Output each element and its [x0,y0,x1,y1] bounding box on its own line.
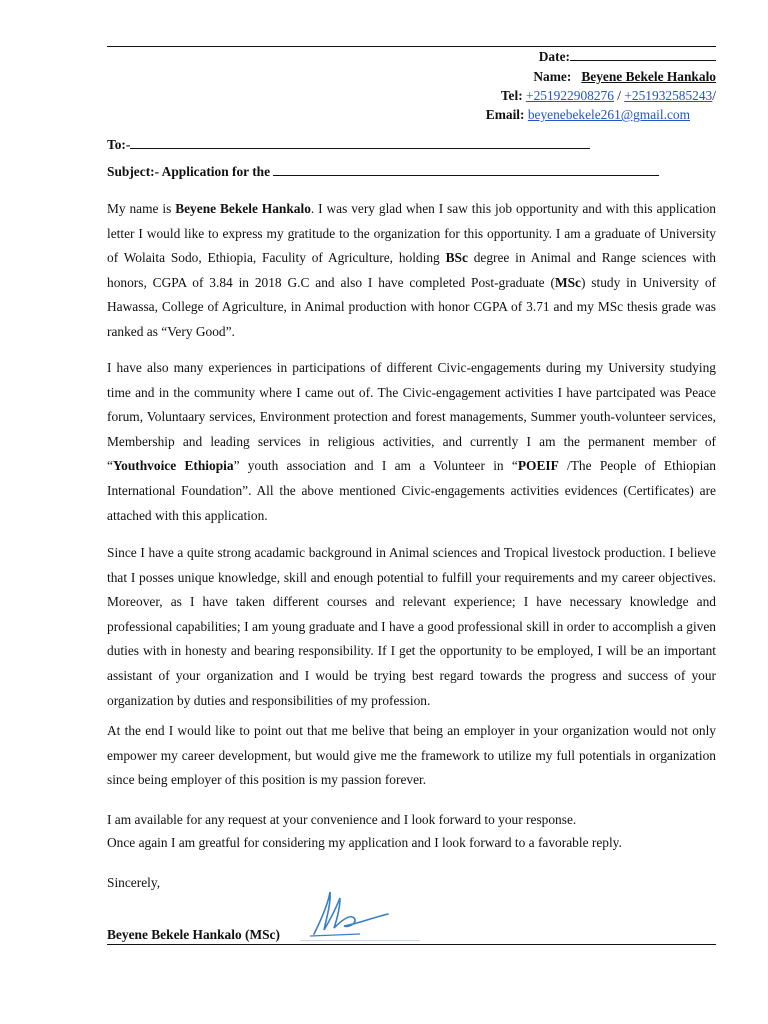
tel-separator: / [613,88,625,103]
p2-text-c: ” youth association and I am a Volunteer in “ [233,458,518,474]
paragraph-intro [107,197,716,345]
p1-text-g: ) study in University of Hawassa, College of Agriculture, in Animal production with honor CGPA of 3.71 and my MSc thesis grade was ranked as “Very Good”. [107,274,716,339]
p1-text-c: . I was very glad when I saw this job opportunity and with this application letter I would like to express my gratitude to the organization for this opportunity. I am a graduate of University of Wolaita Sodo, Ethiopia, Faculity of Agriculture, holding [107,201,717,266]
to-field-line [130,136,590,149]
tel-link-2[interactable]: +251932585243 [624,88,713,103]
subject-line [107,162,659,181]
subject-field-line [273,163,659,176]
email-label: Email: [485,107,525,122]
p1-text-a: My name is [107,201,176,216]
p2-youthvoice-bold: Youthvoice Ethiopia [112,458,234,474]
signature-name: Beyene Bekele Hankalo (MSc) [107,927,280,942]
availability-line: I am available for any request at your convenience and I look forward to your response. [107,812,577,827]
date-label: Date: [538,49,570,64]
p2-text-a: I have also many experiences in participations of different Civic-engagements during my University studying time and in the community where I came out of. The Civic-engagement activities I have partcipated was Peace forum, Voluntaary services, Environment protection and forest managements, Summer youth-volunteer services, Membership and leading services in religious activities, and currently I am the permanent member of “ [107,360,716,474]
email-link[interactable]: beyenebekele261@gmail.com [527,107,690,122]
p1-text-e: degree in Animal and Range sciences with honors, CGPA of 3.84 in 2018 G.C and also I have completed Post-graduate ( [107,250,717,290]
email-line [486,105,690,124]
bottom-rule [107,944,716,945]
paragraph-experience [107,356,716,528]
signature-image [300,884,420,941]
p2-text-e: /The People of Ethiopian International Foundation”. All the above mentioned Civic-engagements activities evidences (Certificates) are attached with this application. [107,458,716,523]
closing-salutation: Sincerely, [107,875,161,890]
tel-line [501,86,716,105]
tel-end: / [712,88,716,103]
subject-label: Subject:- Application for the [107,164,271,179]
name-value: Beyene Bekele Hankalo [581,69,716,84]
date-field-line [570,48,716,61]
p1-name-bold: Beyene Bekele Hankalo [175,201,311,216]
p1-msc-bold: MSc [554,274,581,290]
to-line [107,135,590,154]
tel-label: Tel: [500,88,523,103]
name-label: Name: [533,69,572,84]
paragraph-conclusion: At the end I would like to point out that me belive that being an employer in your organization would not only empower my career development, but would give me the framework to utilize my full potentials in organization since being employer of this position is my passion forever. [107,723,716,788]
paragraph-background: Since I have a quite strong acadamic background in Animal sciences and Tropical livestock production. I believe that I posses unique knowledge, skill and enough potential to fulfill your requirements and my career objectives. Moreover, as I have taken different courses and relevant experience; I have necessary knowledge and professional capabilities; I am young graduate and I have a good professional skill in order to accomplish a given duties with in honesty and bearing responsibility. If I get the opportunity to be employed, I will be an important assistant of your organization and I would be trying best regard towards the progress and success of your organization by duties and responsibilities of my profession. [107,545,716,708]
date-line [539,47,716,66]
tel-link-1[interactable]: +251922908276 [526,88,614,103]
p1-bsc-bold: BSc [445,250,468,266]
gratitude-line: Once again I am greatful for considering my application and I look forward to a favorable reply. [107,835,622,850]
signature-icon [300,884,420,940]
name-line [533,67,716,86]
p2-poeif-bold: POEIF [517,458,559,474]
to-label: To:- [107,137,131,152]
